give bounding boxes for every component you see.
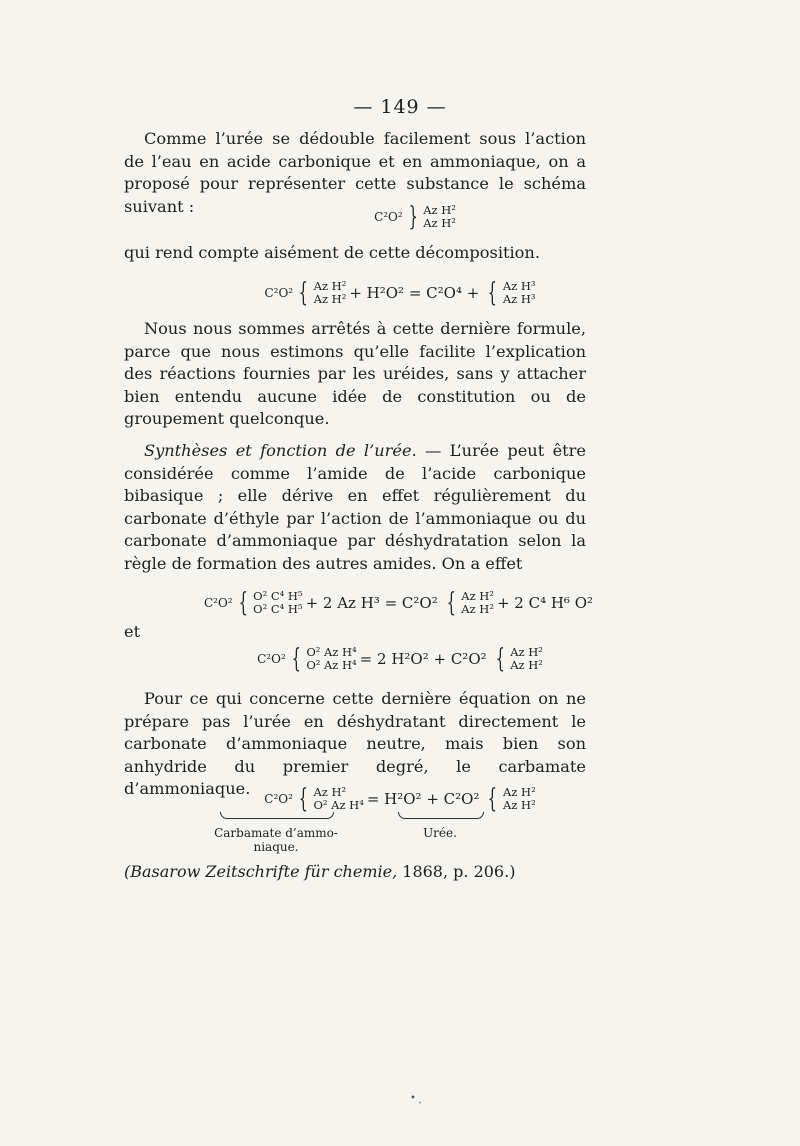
formula-term: O² Az H⁴ — [306, 658, 357, 672]
formula-term: = H²O² + C²O² — [366, 789, 480, 808]
formula-term: = 2 H²O² + C²O² — [359, 649, 487, 668]
brace-glyph: { — [298, 278, 308, 308]
brace-glyph: { — [291, 644, 301, 674]
formula-ethyl-carbonate — [0, 590, 800, 616]
formula-term: O² Az H⁴ — [313, 798, 364, 812]
formula-term: Az H² — [503, 798, 536, 812]
formula-decomposition — [0, 280, 800, 306]
formula-urea-schema — [0, 204, 800, 230]
paragraph-5: Pour ce qui concerne cette dernière équation on ne prépare pas l’urée en déshydratant directement le carbonate d’ammoniaque neutre, mais bien son anhydride du premier degré, le carbamate d’ammoniaque. — [124, 689, 586, 799]
brace-glyph: } — [408, 202, 418, 232]
underbrace-carbamate — [220, 812, 334, 819]
brace-glyph: { — [298, 784, 308, 814]
section-heading: Synthèses et fonction de l’urée. — [144, 441, 417, 460]
formula-term: Az H² — [423, 203, 456, 217]
paragraph-2: qui rend compte aisément de cette décomposition. — [124, 243, 540, 262]
formula-term: C²O² — [203, 596, 233, 610]
formula-term: C²O² — [264, 286, 294, 300]
formula-term: Az H² — [503, 785, 536, 799]
brace-glyph: { — [488, 278, 498, 308]
formula-term: O² Az H⁴ — [306, 645, 357, 659]
formula-term: + H²O² = C²O⁴ + — [349, 283, 480, 302]
formula-term: Az H² — [313, 292, 347, 306]
paragraph-4-text: — L’urée peut être considérée comme l’amide de l’acide carbonique bibasique ; elle dérive en effet régulièrement du carbonate d’éthyle par l’action de l’ammoniaque ou du carbonate d’ammoniaque par déshydratation selon la règle de formation des autres amides. On a effet — [124, 441, 586, 573]
ink-specks: • ⸼ — [410, 1093, 422, 1104]
formula-term: C²O² — [264, 792, 293, 806]
brace-glyph: { — [495, 644, 505, 674]
formula-carbamate — [0, 786, 800, 812]
citation — [124, 862, 586, 881]
formula-term: C²O² — [374, 210, 403, 224]
formula-term: Az H² — [423, 216, 456, 230]
label-carbamate-line2: niaque. — [253, 840, 299, 854]
formula-term: Az H² — [461, 602, 494, 616]
citation-source: (Basarow Zeitschrifte für chemie, — [124, 862, 398, 881]
citation-year: 1868, p. 206.) — [397, 862, 516, 881]
formula-term: C²O² — [257, 652, 286, 666]
formula-term: O² C⁴ H⁵ — [253, 589, 303, 603]
paragraph-3: Nous nous sommes arrêtés à cette dernière formule, parce que nous estimons qu’elle facilite l’explication des réactions fournies par les uréides, sans y attacher bien entendu aucune idée de constitution ou de groupement quelconque. — [124, 319, 586, 429]
brace-glyph: { — [446, 588, 456, 618]
formula-term: Az H² — [313, 785, 347, 799]
paragraph-1: Comme l’urée se dédouble facilement sous l’action de l’eau en acide carbonique et en ammoniaque, on a proposé pour représenter cette substance le schéma suivant : — [124, 129, 586, 216]
label-carbamate-line1: Carbamate d’ammo- — [214, 826, 338, 840]
page-number: — 149 — — [353, 96, 447, 118]
formula-term: Az H³ — [502, 279, 536, 293]
underbrace-uree — [398, 812, 484, 819]
label-uree: Urée. — [423, 826, 457, 840]
formula-ammonium-carbonate — [0, 646, 800, 672]
formula-term: + 2 C⁴ H⁶ O² — [496, 593, 594, 612]
formula-term: Az H² — [510, 658, 543, 672]
formula-term: Az H³ — [502, 292, 536, 306]
formula-term: O² C⁴ H⁵ — [253, 602, 303, 616]
brace-glyph: { — [238, 588, 248, 618]
formula-term: Az H² — [461, 589, 494, 603]
formula-term: Az H² — [510, 645, 543, 659]
paragraph-4 — [124, 440, 586, 576]
formula-term: + 2 Az H³ = C²O² — [305, 593, 438, 612]
label-carbamate — [206, 826, 346, 854]
formula-term: Az H² — [313, 279, 347, 293]
brace-glyph: { — [488, 784, 498, 814]
et-label: et — [124, 622, 141, 641]
